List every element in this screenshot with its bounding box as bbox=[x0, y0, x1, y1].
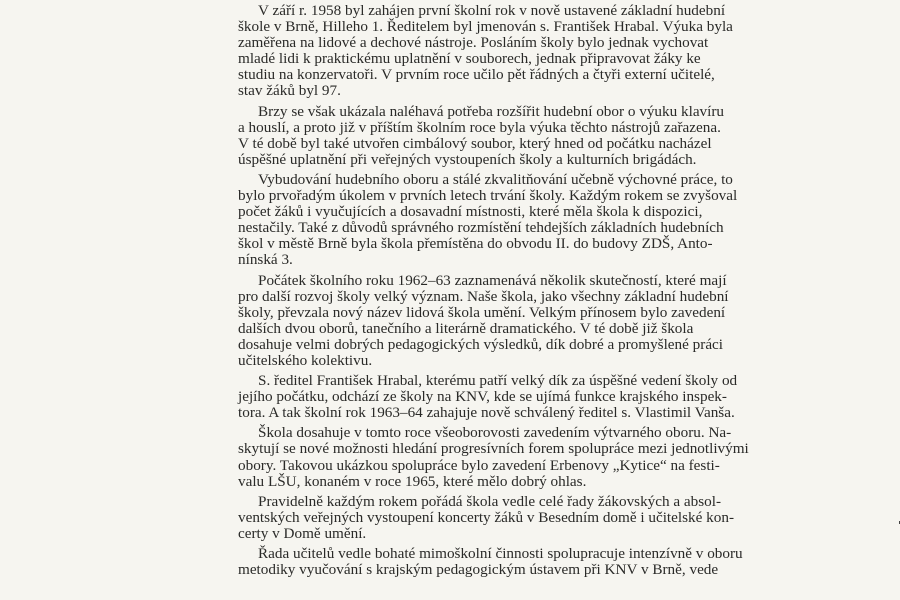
paragraph-teachers bbox=[238, 545, 743, 579]
text-line: V té době byl také utvořen cimbálový soubor, který hned od počátku nacházel bbox=[238, 134, 712, 152]
text-line: Řada učitelů vedle bohaté mimoškolní činnosti spolupracuje intenzívně v oboru bbox=[258, 545, 743, 562]
text-line: učitelského kolektivu. bbox=[238, 351, 373, 369]
text-line: mladé lidi k praktickému uplatnění v souborech, jednak připravovat žáky ke bbox=[238, 50, 701, 68]
paragraph-founding bbox=[238, 2, 733, 100]
text-line: ventských veřejných vystoupení koncerty žáků v Besedním domě i učitelské kon- bbox=[238, 508, 734, 526]
text-line: škol v městě Brně byla škola přemístěna do obvodu II. do budovy ZDŠ, Anto- bbox=[238, 235, 713, 253]
text-line: a houslí, a proto již v příštím školním roce byla výuka těchto nástrojů zařazena. bbox=[238, 118, 721, 136]
text-line: studiu na konzervatoři. V prvním roce učilo pět řádných a čtyři externí učitelé, bbox=[238, 66, 715, 84]
paragraph-relocation bbox=[238, 170, 738, 269]
text-line: dosahuje velmi dobrých pedagogických výsledků, dík dobré a promyšlené práci bbox=[238, 335, 724, 353]
paragraph-director-change bbox=[238, 372, 738, 422]
text-line: jejího počátku, odchází ze školy na KNV, kde se ujímá funkce krajského inspek- bbox=[238, 388, 727, 406]
text-line: bylo prvořadým úkolem v prvních letech trvání školy. Každým rokem se zvyšoval bbox=[238, 187, 738, 205]
text-line: valu LŠU, konaném v roce 1965, které mělo dobrý ohlas. bbox=[238, 472, 587, 490]
text-line: nestačily. Také z důvodů správného rozmístění tehdejších základních hudebních bbox=[238, 219, 724, 237]
text-line: S. ředitel František Hrabal, kterému patří velký dík za úspěšné vedení školy od bbox=[258, 372, 738, 390]
text-line: Pravidelně každým rokem pořádá škola vedle celé řady žákovských a absol- bbox=[258, 492, 722, 510]
text-line: škole v Brně, Hilleho 1. Ředitelem byl jmenován s. František Hrabal. Výuka byla bbox=[238, 18, 733, 36]
paragraph-concerts bbox=[238, 492, 734, 542]
text-line: pro další rozvoj školy velký význam. Naše škola, jako všechny základní hudební bbox=[238, 287, 729, 305]
paragraph-expansion bbox=[238, 102, 725, 168]
text-line: dalších dvou oborů, tanečního a literárně dramatického. V té době již škola bbox=[238, 319, 694, 337]
text-line: počet žáků i vyučujících a dosavadní místnosti, které měla škola k dispozici, bbox=[238, 203, 703, 221]
text-line: školy, převzala nový název lidová škola umění. Velkým přínosem bylo zavedení bbox=[238, 303, 726, 321]
text-line: Brzy se však ukázala naléhavá potřeba rozšířit hudební obor o výuku klavíru bbox=[258, 102, 725, 120]
text-line: Počátek školního roku 1962–63 zaznamenává několik skutečností, které mají bbox=[258, 271, 727, 289]
text-line: úspěšné uplatnění při veřejných vystoupeních školy a kulturních brigádách. bbox=[238, 150, 697, 168]
document-body bbox=[238, 2, 749, 582]
text-line: skytují se nové možnosti hledání progresívních forem spolupráce mezi jednotlivými bbox=[238, 440, 749, 458]
text-line: Škola dosahuje v tomto roce všeoborovosti zavedením výtvarného oboru. Na- bbox=[258, 424, 732, 442]
paragraph-art-branch bbox=[238, 424, 749, 490]
text-line: certy v Domě umění. bbox=[238, 524, 367, 542]
text-line: zaměřena na lidové a dechové nástroje. Posláním školy bylo jednak vychovat bbox=[238, 34, 709, 52]
text-line: stav žáků byl 97. bbox=[238, 82, 341, 100]
text-line: nínská 3. bbox=[238, 251, 293, 269]
text-line: metodiky vyučování s krajským pedagogickým ústavem při KNV v Brně, vede bbox=[238, 561, 719, 579]
text-line: Vybudování hudebního oboru a stálé zkvalitňování učebně výchovné práce, to bbox=[258, 170, 733, 188]
paragraph-1962 bbox=[238, 271, 729, 370]
text-line: tora. A tak školní rok 1963–64 zahajuje nově schválený ředitel s. Vlastimil Vanša. bbox=[238, 404, 735, 422]
text-line: V září r. 1958 byl zahájen první školní rok v nově ustavené základní hudební bbox=[258, 2, 726, 19]
text-line: obory. Takovou ukázkou spolupráce bylo zavedení Erbenovy „Kytice“ na festi- bbox=[238, 456, 720, 474]
